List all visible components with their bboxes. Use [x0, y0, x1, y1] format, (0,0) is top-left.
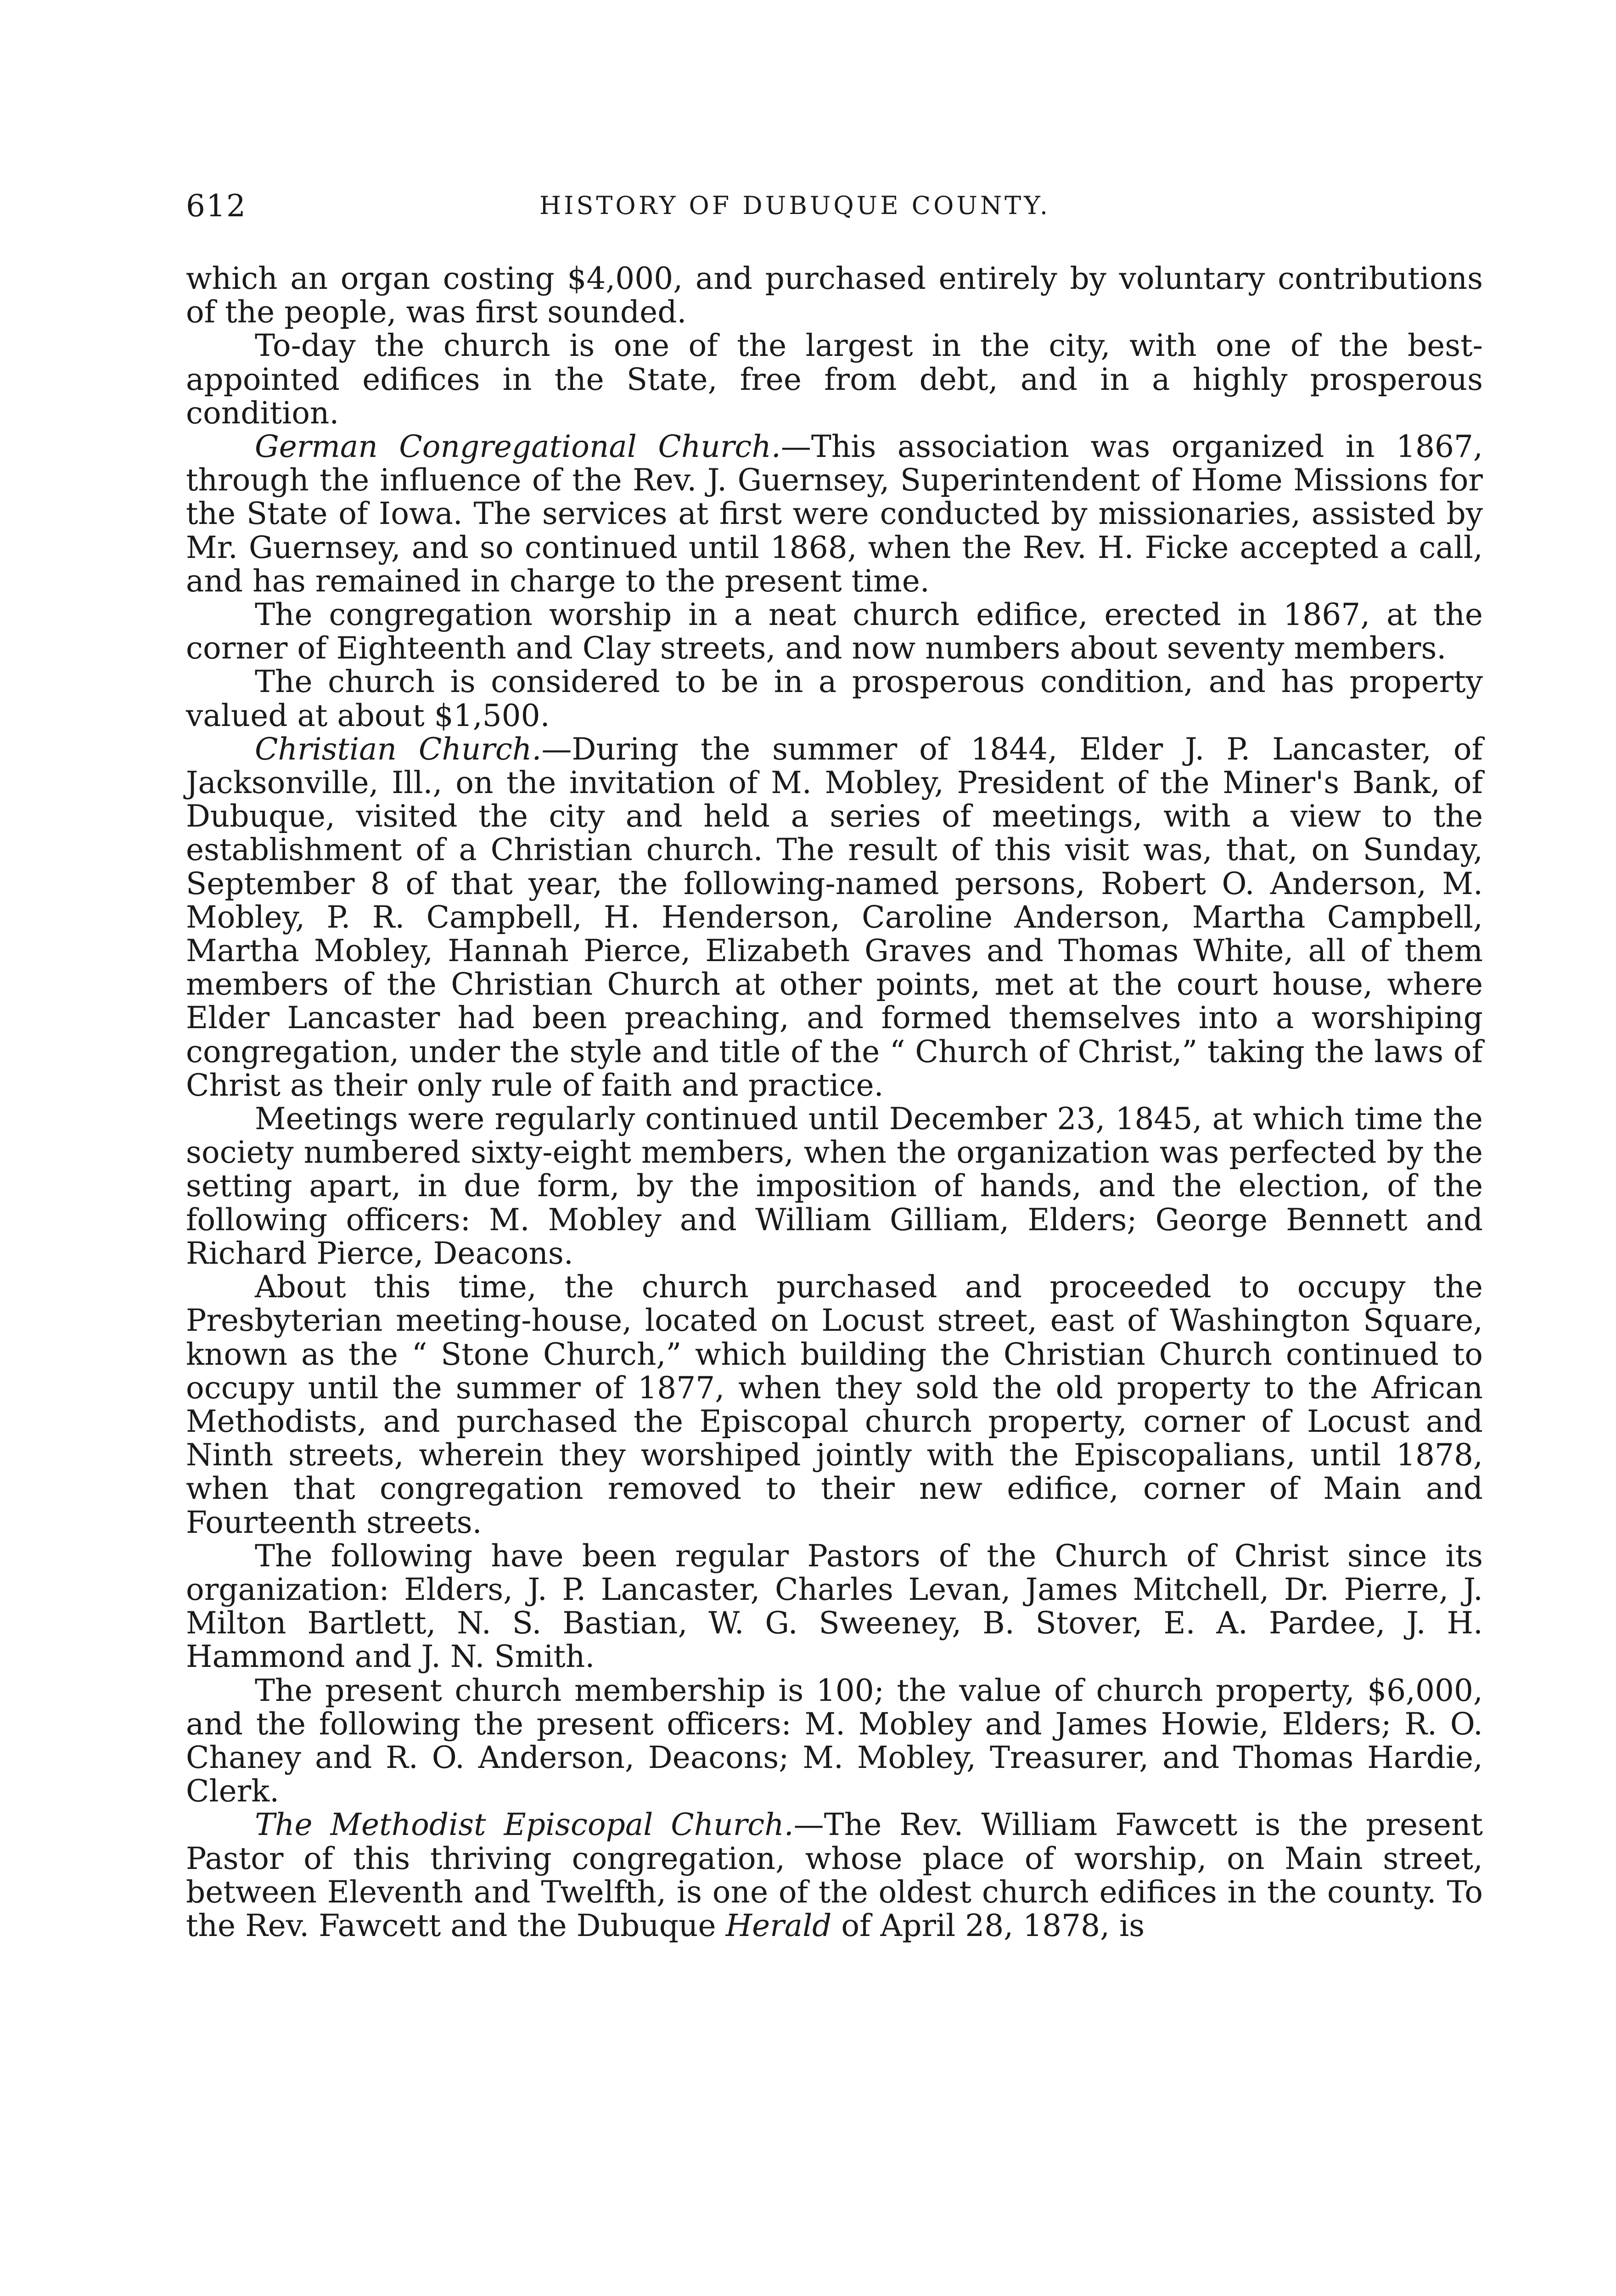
paragraph	[186, 665, 1483, 732]
paragraph	[186, 1674, 1483, 1808]
paragraph-text: To-day the church is one of the largest in the city, with one of the best-appointed edifices in the State, free from debt, and in a highly prosperous condition.	[186, 328, 1483, 431]
body-text	[186, 262, 1483, 1942]
paragraph-text: —This association was organized in 1867, through the influence of the Rev. J. Guernsey, Superintendent of Home Missions for the State of Iowa. The services at first were conducted by missionaries, assisted by Mr. Guernsey, and so continued until 1868, when the Rev. H. Ficke accepted a call, and has remained in charge to the present time.	[186, 429, 1483, 599]
running-title: HISTORY OF DUBUQUE COUNTY.	[539, 191, 1050, 220]
paragraph-text: of April 28, 1878, is	[831, 1908, 1145, 1943]
paragraph-text: —During the summer of 1844, Elder J. P. Lancaster, of Jacksonville, Ill., on the invitation of M. Mobley, President of the Miner's Bank, of Dubuque, visited the city and held a series of meetings, with a view to the establishment of a Christian church. The result of this visit was, that, on Sunday, September 8 of that year, the following-named persons, Robert O. Anderson, M. Mobley, P. R. Campbell, H. Henderson, Caroline Anderson, Martha Campbell, Martha Mobley, Hannah Pierce, Elizabeth Graves and Thomas White, all of them members of the Christian Church at other points, met at the court house, where Elder Lancaster had been preaching, and formed themselves into a worshiping congregation, under the style and title of the “ Church of Christ,” taking the laws of Christ as their only rule of faith and practice.	[186, 731, 1483, 1103]
paragraph	[186, 262, 1483, 329]
section-heading-german-congregational: German Congregational Church.	[255, 429, 781, 465]
newspaper-title: Herald	[725, 1908, 832, 1943]
page-header	[186, 188, 1483, 230]
paragraph	[186, 1102, 1483, 1270]
paragraph	[186, 598, 1483, 665]
paragraph-text: Meetings were regularly continued until December 23, 1845, at which time the society numbered sixty-eight members, when the organization was perfected by the setting apart, in due form, by the imposition of hands, and the election, of the following officers: M. Mobley and William Gilliam, Elders; George Bennett and Richard Pierce, Deacons.	[186, 1101, 1483, 1271]
paragraph-text: The present church membership is 100; the value of church property, $6,000, and the following the present officers: M. Mobley and James Howie, Elders; R. O. Chaney and R. O. Anderson, Deacons; M. Mobley, Treasurer, and Thomas Hardie, Clerk.	[186, 1672, 1483, 1809]
paragraph	[186, 329, 1483, 430]
paragraph-text: The following have been regular Pastors of the Church of Christ since its organization: Elders, J. P. Lancaster, Charles Levan, James Mitchell, Dr. Pierre, J. Milton Bartlett, N. S. Bastian, W. G. Sweeney, B. Stover, E. A. Pardee, J. H. Hammond and J. N. Smith.	[186, 1538, 1483, 1675]
paragraph	[186, 1270, 1483, 1539]
paragraph	[186, 1808, 1483, 1942]
page	[186, 188, 1483, 1942]
paragraph	[186, 430, 1483, 598]
section-heading-methodist-episcopal: The Methodist Episcopal Church.	[255, 1807, 794, 1843]
page-number: 612	[186, 188, 247, 224]
paragraph	[186, 1539, 1483, 1674]
paragraph-text: which an organ costing $4,000, and purchased entirely by voluntary contributions of the people, was first sounded.	[186, 261, 1483, 330]
section-heading-christian-church: Christian Church.	[255, 731, 542, 767]
paragraph-text: About this time, the church purchased and proceeded to occupy the Presbyterian meeting-house, located on Locust street, east of Washington Square, known as the “ Stone Church,” which building the Christian Church continued to occupy until the summer of 1877, when they sold the old property to the African Methodists, and purchased the Episcopal church property, corner of Locust and Ninth streets, wherein they worshiped jointly with the Episcopalians, until 1878, when that congregation removed to their new edifice, corner of Main and Fourteenth streets.	[186, 1269, 1483, 1540]
paragraph-text: The church is considered to be in a prosperous condition, and has property valued at about $1,500.	[186, 664, 1483, 733]
paragraph	[186, 732, 1483, 1102]
paragraph-text: The congregation worship in a neat church edifice, erected in 1867, at the corner of Eighteenth and Clay streets, and now numbers about seventy members.	[186, 597, 1483, 666]
paragraph-text: —The Rev. William Fawcett is the present Pastor of this thriving congregation, whose place of worship, on Main street, between Eleventh and Twelfth, is one of the oldest church edifices in the county. To the Rev. Fawcett and the Dubuque	[186, 1807, 1483, 1943]
